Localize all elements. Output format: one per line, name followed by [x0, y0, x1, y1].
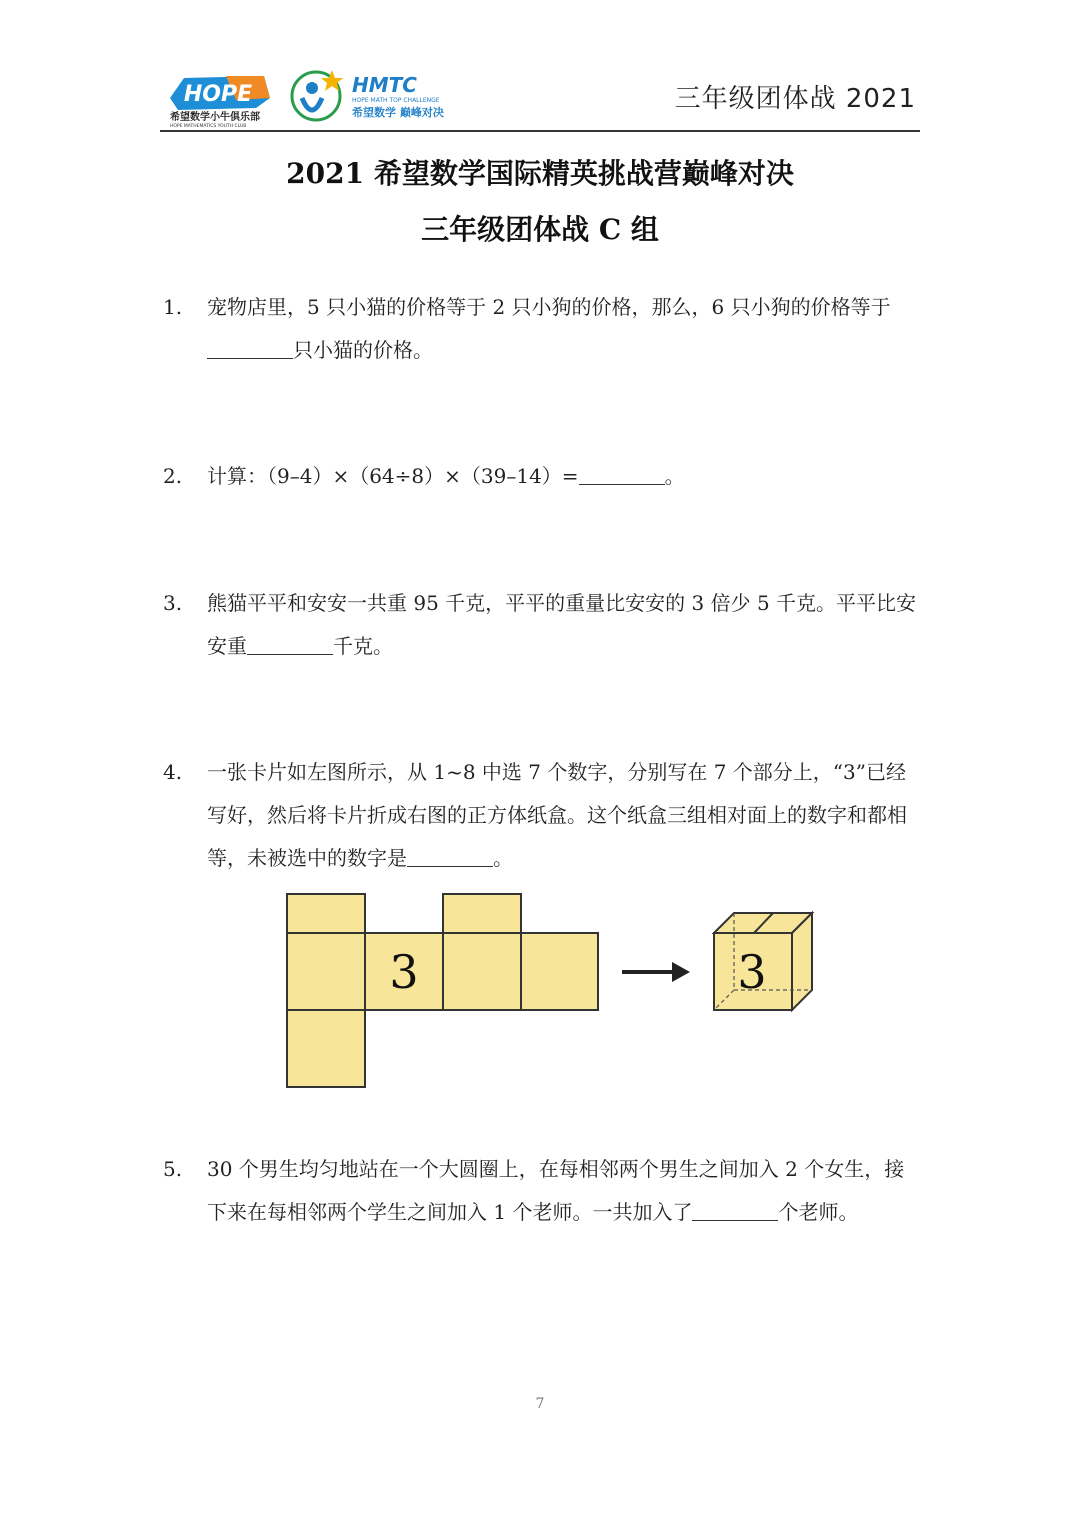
page-title: 2021 希望数学国际精英挑战营巅峰对决 — [286, 157, 794, 190]
net-face-left — [287, 933, 365, 1010]
question-text: 熊猫平平和安安一共重 95 千克，平平的重量比安安的 3 倍少 5 千克。平平比安安重 — [207, 591, 917, 658]
header-title: 三年级团体战 2021 — [674, 84, 916, 114]
question-text-end: 只小猫的价格。 — [293, 338, 433, 362]
right-arrow-icon — [622, 962, 690, 982]
question-3 — [163, 582, 923, 668]
net-face-top-left — [287, 894, 365, 933]
answer-blank[interactable] — [692, 1198, 778, 1221]
question-number: 3. — [163, 591, 183, 615]
question-2 — [163, 455, 923, 498]
cube-net — [287, 894, 598, 1087]
cube-net-figure — [280, 888, 840, 1094]
question-text: 30 个男生均匀地站在一个大圆圈上，在每相邻两个男生之间加入 2 个女生，接下来在每相邻两个学生之间加入 1 个老师。一共加入了 — [207, 1157, 905, 1224]
answer-blank[interactable] — [207, 336, 293, 359]
question-5 — [163, 1148, 923, 1234]
net-face-top-right — [443, 894, 521, 933]
answer-blank[interactable] — [247, 632, 333, 655]
hope-logo-text: HOPE — [183, 82, 253, 107]
question-text: 计算：（9–4）×（64÷8）×（39–14）= — [207, 464, 579, 488]
question-number: 1. — [163, 295, 183, 319]
hope-logo-sub: 希望数学小牛俱乐部 — [170, 112, 260, 123]
question-text: 宠物店里，5 只小猫的价格等于 2 只小狗的价格，那么，6 只小狗的价格等于 — [207, 295, 891, 319]
hmtc-figure-head — [306, 82, 318, 94]
hmtc-logo — [288, 64, 468, 128]
folded-cube — [714, 913, 812, 1010]
page-header — [160, 60, 920, 132]
hope-logo-en: HOPE MATHEMATICS YOUTH CLUB — [170, 124, 247, 128]
page-subtitle: 三年级团体战 C 组 — [421, 213, 659, 246]
question-text-end: 。 — [493, 846, 513, 870]
net-face-far-right — [521, 933, 598, 1010]
question-number: 5. — [163, 1157, 183, 1181]
question-number: 2. — [163, 464, 183, 488]
question-text: 一张卡片如左图所示，从 1~8 中选 7 个数字，分别写在 7 个部分上，“3”已经写好，然后将卡片折成右图的正方体纸盒。这个纸盒三组相对面上的数字和都相等，未被选中的数字是 — [207, 760, 907, 870]
question-text-end: 。 — [664, 464, 685, 488]
hmtc-logo-cn: 希望数学 巅峰对决 — [352, 106, 444, 119]
question-text-end: 千克。 — [333, 634, 393, 658]
question-text-end: 个老师。 — [778, 1200, 859, 1224]
question-number: 4. — [163, 760, 183, 784]
hmtc-figure-body — [302, 98, 322, 110]
hmtc-logo-en: HOPE MATH TOP CHALLENGE — [352, 97, 440, 104]
cube-label: 3 — [737, 945, 767, 999]
hope-logo — [166, 68, 276, 128]
question-1 — [163, 286, 923, 372]
page-number: 7 — [535, 1396, 545, 1412]
net-face-bottom — [287, 1010, 365, 1087]
question-4 — [163, 751, 923, 880]
answer-blank[interactable] — [579, 462, 665, 485]
net-label: 3 — [389, 945, 419, 999]
hmtc-logo-text: HMTC — [352, 73, 417, 97]
answer-blank[interactable] — [407, 844, 493, 867]
net-face-right — [443, 933, 521, 1010]
